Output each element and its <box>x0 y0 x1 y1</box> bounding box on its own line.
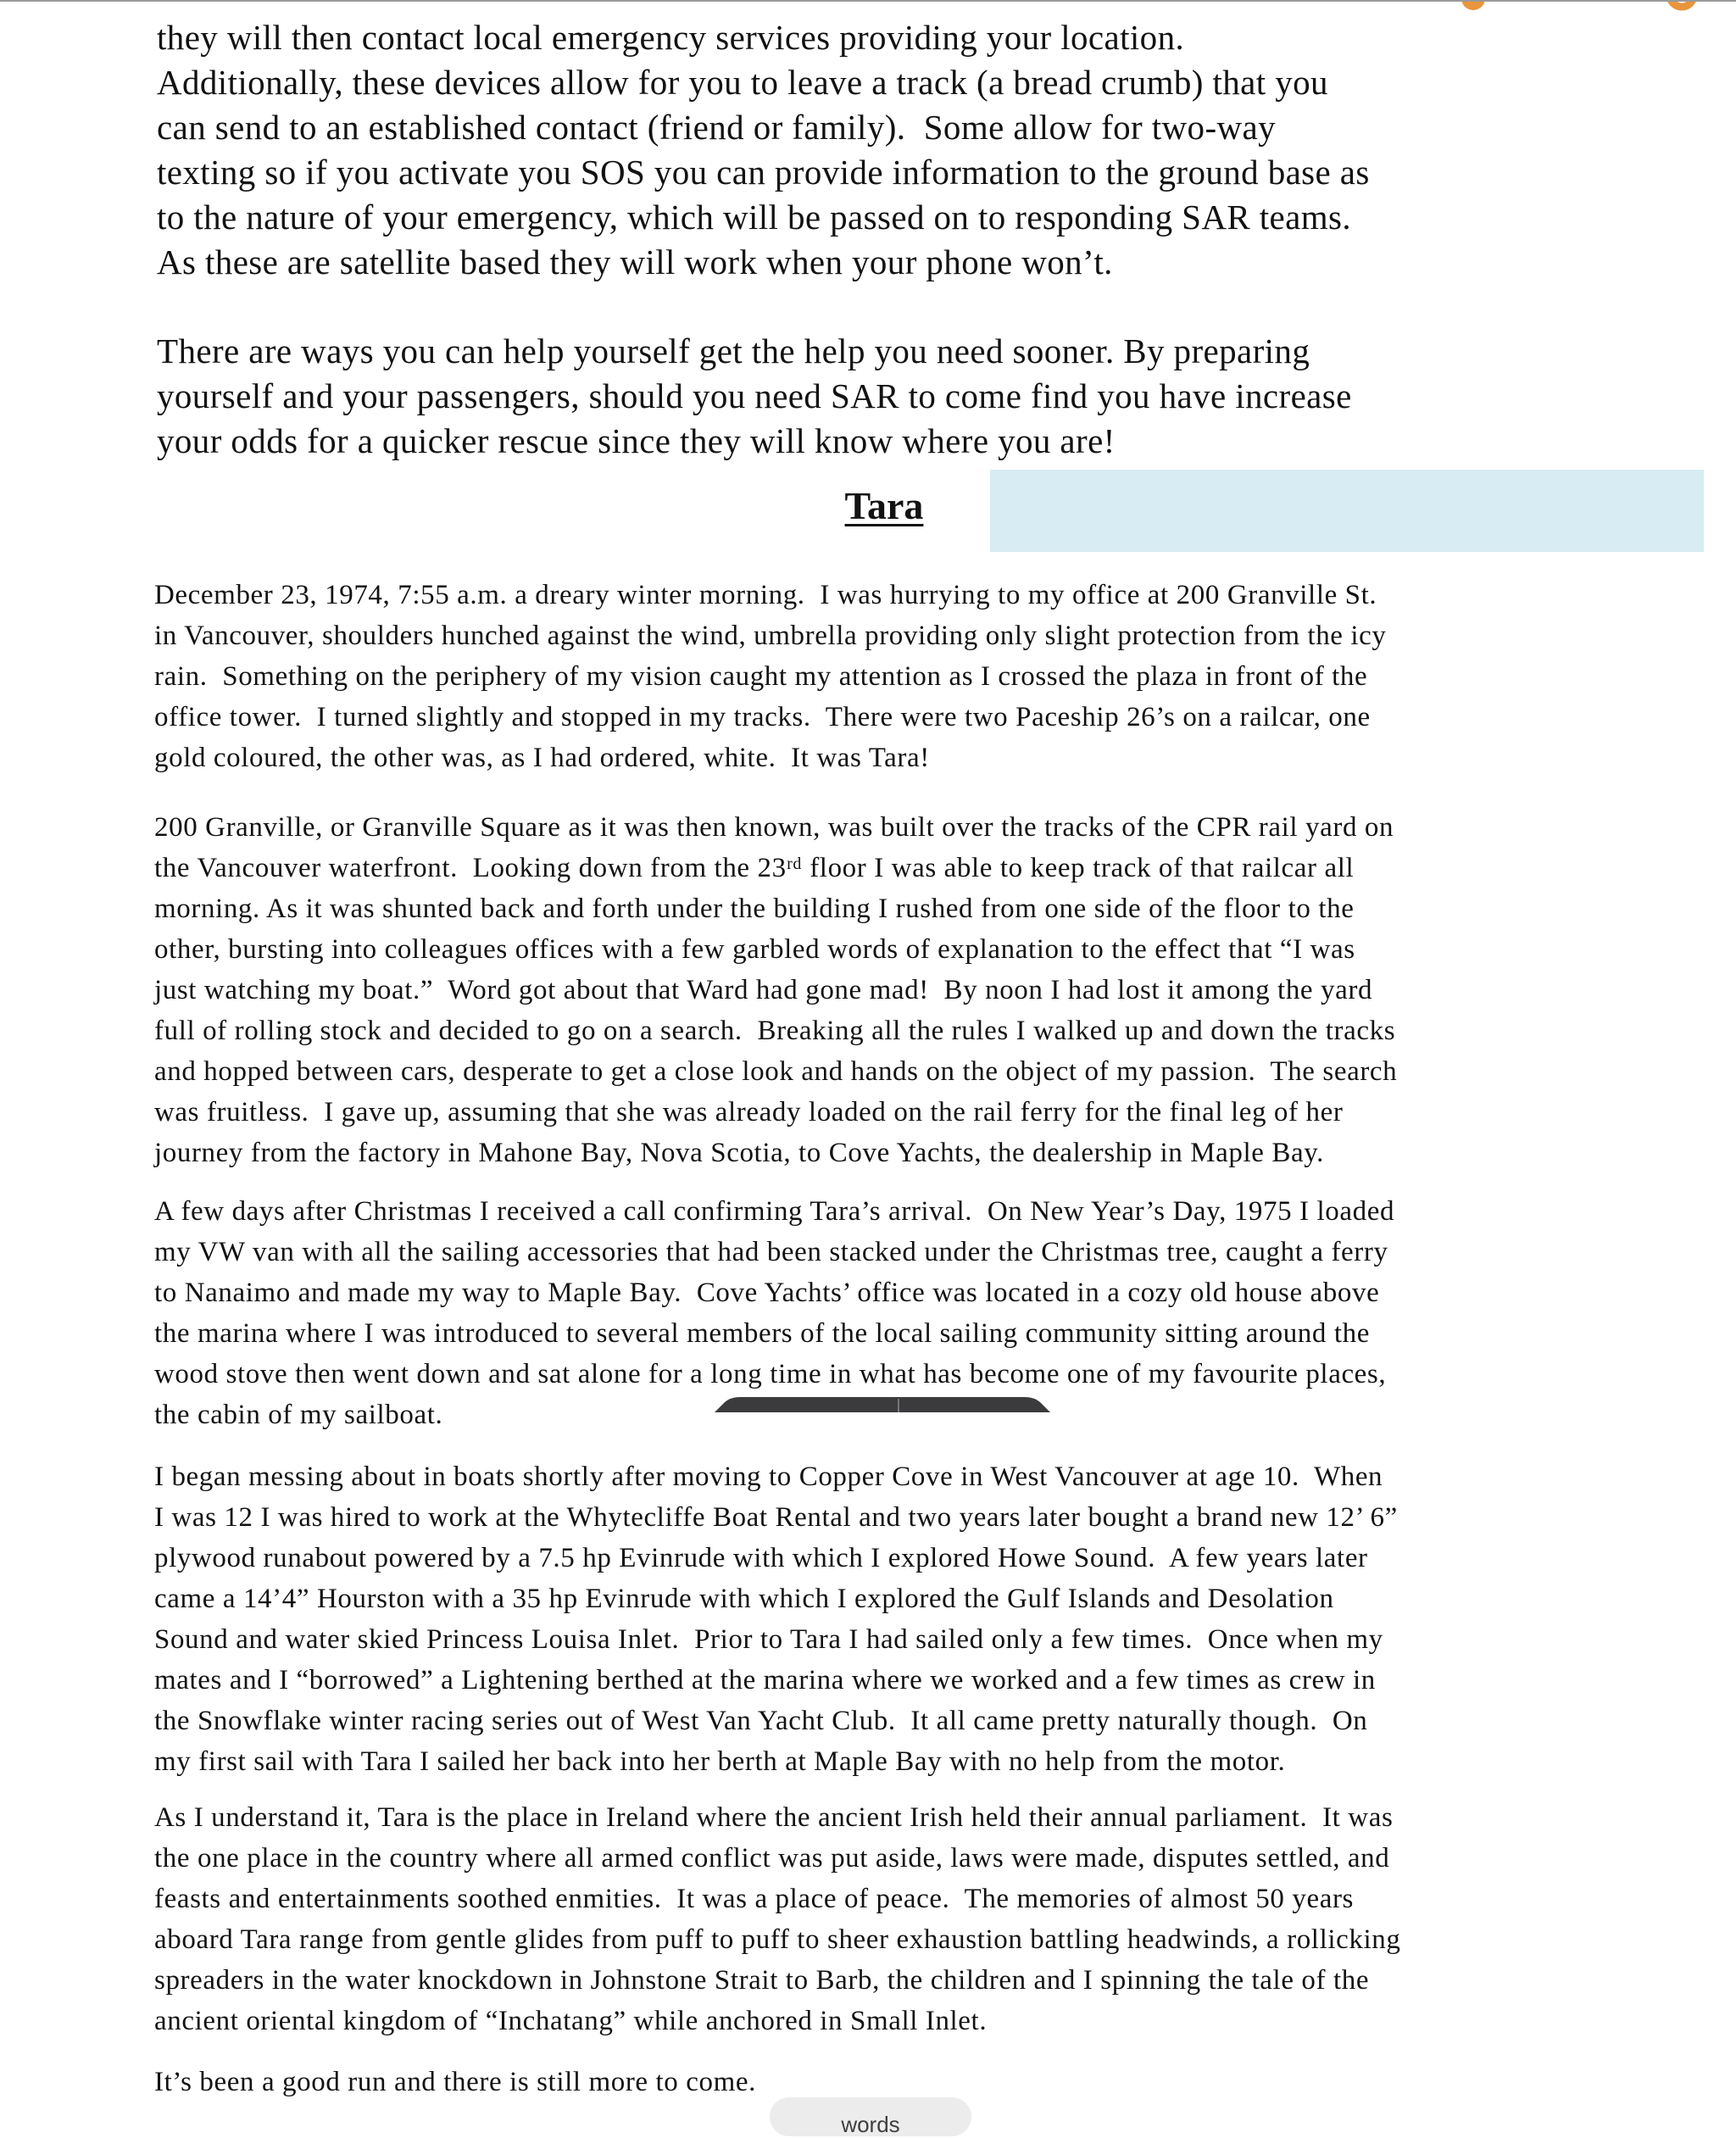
text-line: your odds for a quicker rescue since they will know where you are! <box>157 421 1116 460</box>
text-line: plywood runabout powered by a 7.5 hp Evinrude with which I explored Howe Sound. A few years later <box>154 1543 1368 1573</box>
text-line: gold coloured, the other was, as I had ordered, white. It was Tara! <box>154 743 930 773</box>
text-line: in Vancouver, shoulders hunched against the wind, umbrella providing only slight protection from the icy <box>154 621 1387 651</box>
text-line: the Vancouver waterfront. Looking down from the 23ʳᵈ floor I was able to keep track of that railcar all <box>154 853 1355 883</box>
intro-paragraph-2 <box>157 329 1352 464</box>
text-line: was fruitless. I gave up, assuming that she was already loaded on the rail ferry for the final leg of her <box>154 1097 1344 1127</box>
text-line: texting so if you activate you SOS you can provide information to the ground base as <box>157 153 1370 192</box>
text-line: my VW van with all the sailing accessories that had been stacked under the Christmas tree, caught a ferry <box>154 1237 1388 1267</box>
text-line: December 23, 1974, 7:55 a.m. a dreary winter morning. I was hurrying to my office at 200 Granville St. <box>154 580 1377 610</box>
story-paragraph-5 <box>154 1797 1400 2041</box>
text-line: the marina where I was introduced to several members of the local sailing community sitting around the <box>154 1318 1370 1349</box>
orange-ring-icon <box>1666 0 1698 15</box>
text-line: my first sail with Tara I sailed her back into her berth at Maple Bay with no help from the motor. <box>154 1746 1286 1777</box>
text-line: to the nature of your emergency, which will be passed on to responding SAR teams. <box>157 198 1352 237</box>
text-line: office tower. I turned slightly and stopped in my tracks. There were two Paceship 26’s on a railcar, one <box>154 702 1371 732</box>
text-line: the Snowflake winter racing series out of West Van Yacht Club. It all came pretty naturally though. On <box>154 1706 1368 1736</box>
text-line: Additionally, these devices allow for you to leave a track (a bread crumb) that you <box>157 63 1328 102</box>
text-line: As I understand it, Tara is the place in Ireland where the ancient Irish held their annual parliament. It was <box>154 1802 1394 1833</box>
text-line: just watching my boat.” Word got about that Ward had gone mad! By noon I had lost it among the yard <box>154 975 1373 1005</box>
text-line: full of rolling stock and decided to go on a search. Breaking all the rules I walked up and down the tracks <box>154 1016 1396 1046</box>
text-line: A few days after Christmas I received a call confirming Tara’s arrival. On New Year’s Day, 1975 I loaded <box>154 1196 1395 1227</box>
text-line: I was 12 I was hired to work at the Whytecliffe Boat Rental and two years later bought a brand new 12’ 6” <box>154 1502 1398 1533</box>
text-line: I began messing about in boats shortly after moving to Copper Cove in West Vancouver at age 10. When <box>154 1462 1383 1492</box>
intro-paragraph-1 <box>157 15 1370 285</box>
text-line: There are ways you can help yourself get the help you need sooner. By preparing <box>157 331 1310 370</box>
text-line: the one place in the country where all armed conflict was put aside, laws were made, disputes settled, and <box>154 1843 1390 1874</box>
text-line: yourself and your passengers, should you need SAR to come find you have increase <box>157 376 1352 415</box>
text-line: journey from the factory in Mahone Bay, Nova Scotia, to Cove Yachts, the dealership in Maple Bay. <box>154 1138 1325 1168</box>
word-count-label: words <box>841 2112 900 2137</box>
word-count-pill[interactable] <box>770 2097 971 2136</box>
page-title: Tara <box>844 484 924 527</box>
text-line: wood stove then went down and sat alone for a long time in what has become one of my favourite places, <box>154 1359 1387 1389</box>
text-line: ancient oriental kingdom of “Inchatang” while anchored in Small Inlet. <box>154 2006 988 2036</box>
text-line: As these are satellite based they will work when your phone won’t. <box>157 242 1113 281</box>
text-line: spreaders in the water knockdown in Johnstone Strait to Barb, the children and I spinning the tale of the <box>154 1965 1370 1996</box>
text-line: mates and I “borrowed” a Lightening berthed at the marina where we worked and a few times as crew in <box>154 1665 1376 1695</box>
story-paragraph-1 <box>154 575 1387 778</box>
story-paragraph-2 <box>154 807 1397 1173</box>
dark-bar-graphic <box>715 1397 1050 1412</box>
text-line: morning. As it was shunted back and forth under the building I rushed from one side of the floor to the <box>154 894 1355 924</box>
dark-toolbar-fragment <box>715 1397 1050 1412</box>
text-line: came a 14’4” Hourston with a 35 hp Evinrude with which I explored the Gulf Islands and Desolation <box>154 1584 1334 1614</box>
text-line: the cabin of my sailboat. <box>154 1400 443 1430</box>
text-line: they will then contact local emergency services providing your location. <box>157 18 1185 57</box>
story-paragraph-4 <box>154 1456 1398 1782</box>
text-line: to Nanaimo and made my way to Maple Bay. Cove Yachts’ office was located in a cozy old house above <box>154 1278 1380 1308</box>
top-divider-line <box>0 0 1736 2</box>
text-line: aboard Tara range from gentle glides from puff to puff to sheer exhaustion battling headwinds, a rollicking <box>154 1924 1401 1955</box>
text-line: Sound and water skied Princess Louisa Inlet. Prior to Tara I had sailed only a few times. Once when my <box>154 1624 1383 1655</box>
story-paragraph-6 <box>154 2062 756 2102</box>
text-line: can send to an established contact (friend or family). Some allow for two-way <box>157 108 1277 147</box>
orange-blob-icon <box>1461 0 1486 15</box>
text-line: other, bursting into colleagues offices with a few garbled words of explanation to the effect that “I was <box>154 934 1355 965</box>
text-line: 200 Granville, or Granville Square as it was then known, was built over the tracks of the CPR rail yard on <box>154 812 1394 843</box>
text-line: and hopped between cars, desperate to get a close look and hands on the object of my passion. The search <box>154 1056 1398 1087</box>
text-line: It’s been a good run and there is still more to come. <box>154 2067 756 2097</box>
text-line: feasts and entertainments soothed enmities. It was a place of peace. The memories of almost 50 years <box>154 1884 1354 1914</box>
text-line: rain. Something on the periphery of my vision caught my attention as I crossed the plaza in front of the <box>154 661 1368 692</box>
